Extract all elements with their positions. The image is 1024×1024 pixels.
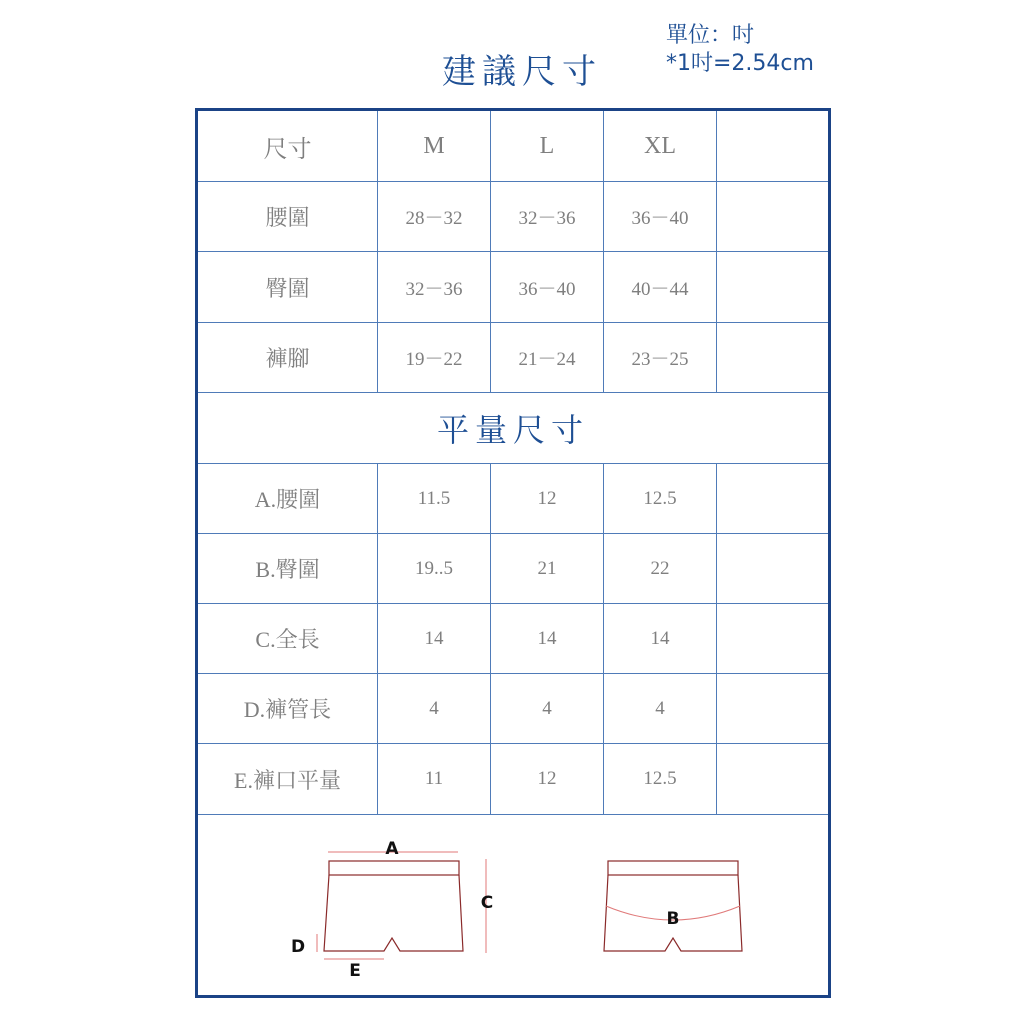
table-cell: 4 — [604, 674, 717, 743]
row-label: E.褲口平量 — [198, 744, 378, 814]
shorts-outline — [324, 875, 463, 951]
size-chart-table — [195, 108, 831, 998]
table-cell — [717, 182, 828, 251]
table-cell — [717, 323, 828, 392]
row-label: C.全長 — [198, 604, 378, 673]
row-label: A.腰圍 — [198, 464, 378, 533]
table-cell — [717, 604, 828, 673]
row-label: 褲腳 — [198, 323, 378, 392]
table-cell: 32－36 — [378, 252, 491, 322]
table-cell: 4 — [378, 674, 491, 743]
table-cell: 14 — [604, 604, 717, 673]
table-cell: 21 — [491, 534, 604, 603]
table-cell — [717, 534, 828, 603]
header-cell-xl: XL — [604, 111, 717, 181]
front-shorts-diagram — [291, 839, 493, 981]
section-title: 平量尺寸 — [198, 393, 828, 464]
waistband-outline — [329, 861, 459, 875]
unit-conversion: *1吋=2.54cm — [666, 51, 814, 76]
table-cell: 23－25 — [604, 323, 717, 392]
back-waistband-outline — [608, 861, 738, 875]
table-cell: 36－40 — [491, 252, 604, 322]
table-cell — [717, 744, 828, 814]
label-b: B — [666, 909, 680, 929]
table-cell: 19..5 — [378, 534, 491, 603]
table-header-row — [198, 111, 828, 182]
measurement-diagram — [198, 816, 828, 996]
table-cell: 22 — [604, 534, 717, 603]
header-cell-empty — [717, 111, 828, 181]
label-c: C — [480, 893, 494, 913]
table-cell: 12 — [491, 744, 604, 814]
table-row — [198, 252, 828, 323]
label-a: A — [385, 839, 399, 859]
unit-label: 單位：吋 — [666, 23, 755, 48]
table-cell — [717, 464, 828, 533]
row-label: 臀圍 — [198, 252, 378, 322]
table-row — [198, 674, 828, 744]
table-cell: 19－22 — [378, 323, 491, 392]
header-cell-size: 尺寸 — [198, 111, 378, 181]
table-row — [198, 604, 828, 674]
row-label: 腰圍 — [198, 182, 378, 251]
table-cell: 14 — [378, 604, 491, 673]
table-row — [198, 744, 828, 815]
table-cell: 12.5 — [604, 464, 717, 533]
table-cell: 11.5 — [378, 464, 491, 533]
table-cell: 4 — [491, 674, 604, 743]
table-cell: 40－44 — [604, 252, 717, 322]
header-cell-l: L — [491, 111, 604, 181]
unit-note — [666, 22, 814, 78]
header-cell-m: M — [378, 111, 491, 181]
page-title: 建議尺寸 — [442, 52, 602, 92]
table-row — [198, 464, 828, 534]
row-label: D.褲管長 — [198, 674, 378, 743]
table-row — [198, 534, 828, 604]
table-cell — [717, 252, 828, 322]
table-cell: 11 — [378, 744, 491, 814]
table-cell: 21－24 — [491, 323, 604, 392]
row-label: B.臀圍 — [198, 534, 378, 603]
table-cell: 14 — [491, 604, 604, 673]
back-shorts-diagram — [604, 861, 742, 951]
table-cell: 36－40 — [604, 182, 717, 251]
label-d: D — [290, 937, 306, 957]
table-row — [198, 182, 828, 252]
table-cell: 32－36 — [491, 182, 604, 251]
table-cell: 12 — [491, 464, 604, 533]
table-cell: 12.5 — [604, 744, 717, 814]
table-cell — [717, 674, 828, 743]
label-e: E — [349, 961, 361, 981]
table-cell: 28－32 — [378, 182, 491, 251]
table-row — [198, 323, 828, 393]
